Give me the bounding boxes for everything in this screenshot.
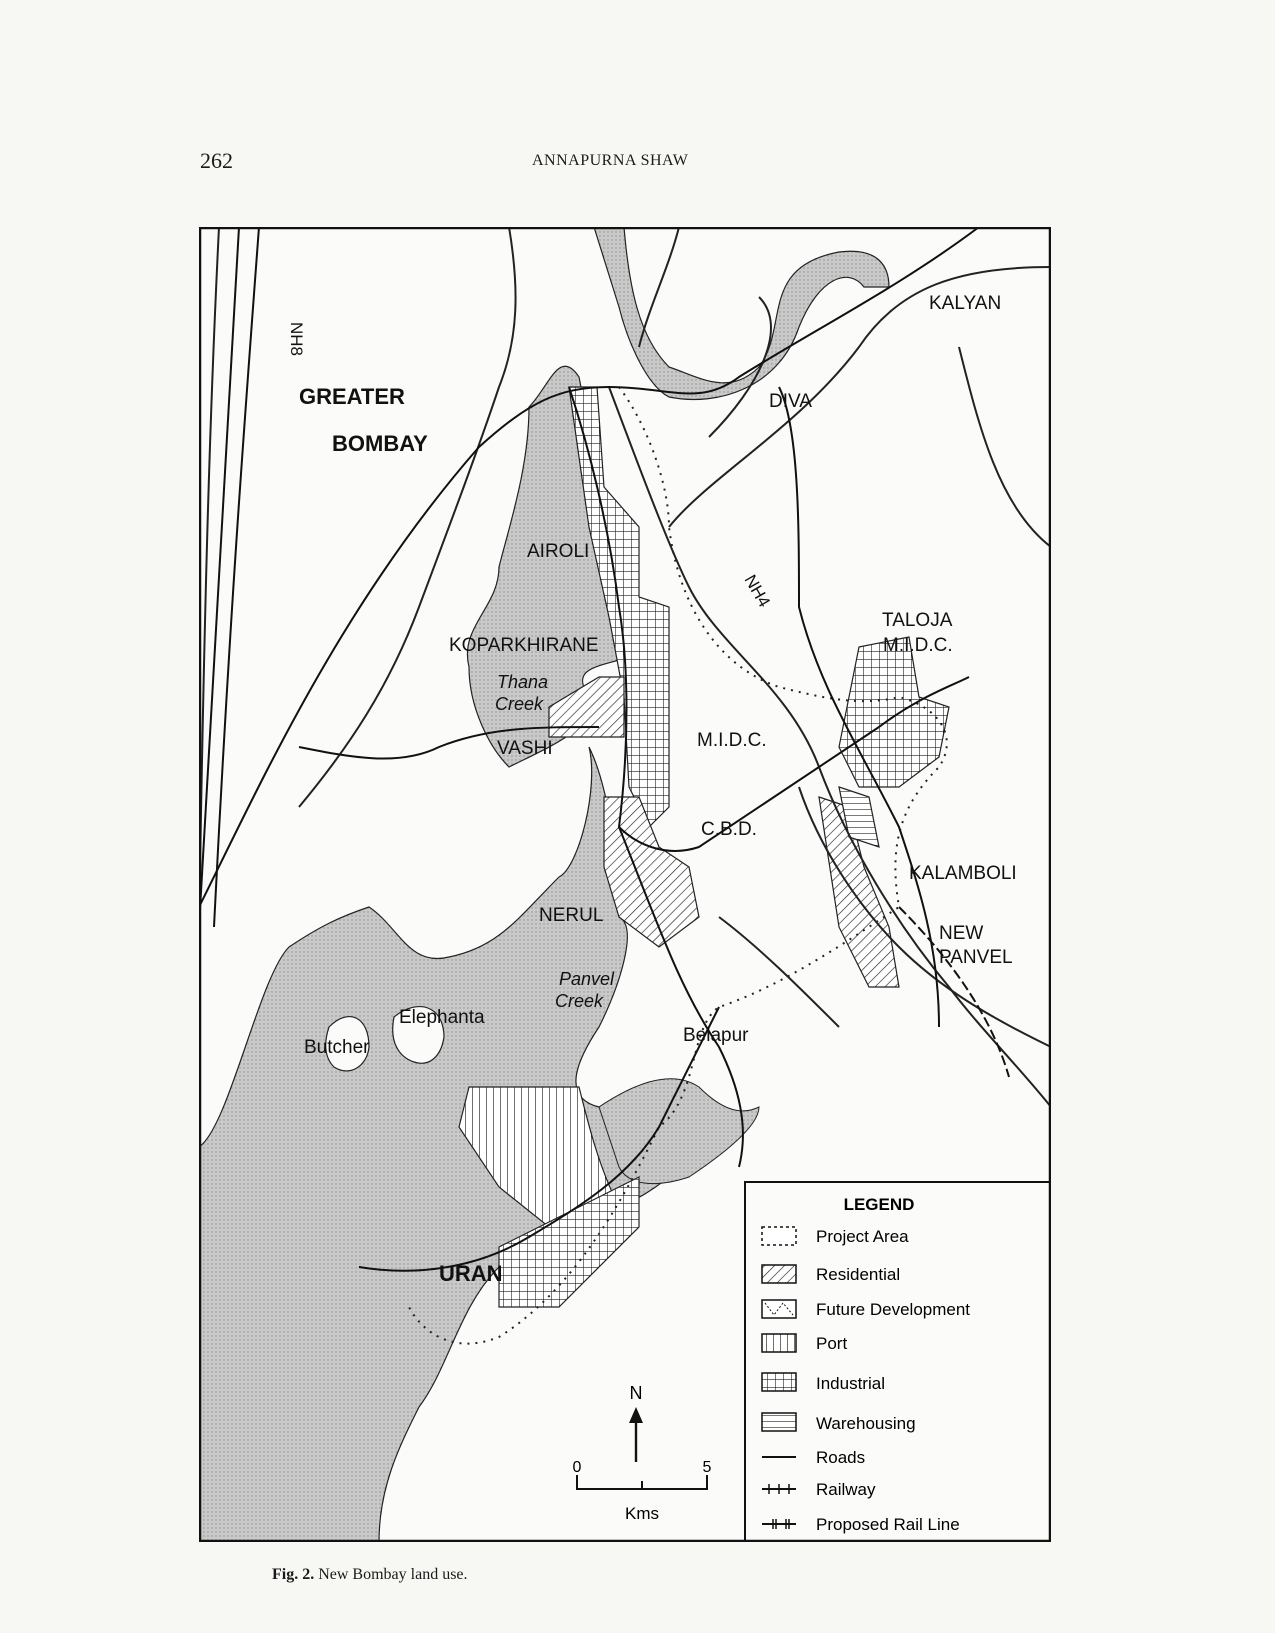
legend-title: LEGEND <box>843 1195 915 1214</box>
legend-swatch-port <box>762 1334 796 1352</box>
label-panvel-creek-1: Panvel <box>559 969 615 989</box>
scale-end: 5 <box>702 1459 712 1476</box>
legend-swatch-residential <box>762 1265 796 1283</box>
legend-railway: Railway <box>816 1480 876 1499</box>
caption-text: New Bombay land use. <box>318 1566 468 1583</box>
page-number: 262 <box>200 148 233 173</box>
label-airoli: AIROLI <box>527 541 590 562</box>
legend-warehousing: Warehousing <box>816 1414 916 1433</box>
scale-start: 0 <box>572 1459 582 1476</box>
label-nerul: NERUL <box>539 905 604 926</box>
label-panvel: PANVEL <box>939 947 1013 968</box>
north-label: N <box>629 1383 643 1403</box>
legend-future-development: Future Development <box>816 1300 971 1319</box>
land-use-map <box>199 227 1051 1542</box>
legend-proposed-rail-line: Proposed Rail Line <box>816 1515 960 1534</box>
label-bombay: BOMBAY <box>332 431 428 456</box>
legend-swatch-future-development <box>762 1300 796 1318</box>
legend-swatch-industrial <box>762 1373 796 1391</box>
label-taloja-midc: M.I.D.C. <box>883 635 953 656</box>
label-greater: GREATER <box>299 384 405 409</box>
label-thana-creek: Creek <box>495 694 544 714</box>
map-figure <box>199 227 1051 1542</box>
legend-industrial: Industrial <box>816 1374 885 1393</box>
legend-swatch-warehousing <box>762 1413 796 1431</box>
label-diva: DIVA <box>769 391 812 412</box>
running-head: ANNAPURNA SHAW <box>532 152 689 169</box>
label-vashi: VASHI <box>497 738 553 759</box>
label-panvel-creek-2: Creek <box>555 991 604 1011</box>
label-kalyan: KALYAN <box>929 293 1002 314</box>
label-midc: M.I.D.C. <box>697 730 767 751</box>
label-butcher: Butcher <box>304 1037 370 1058</box>
caption-label: Fig. 2. <box>272 1566 315 1583</box>
label-taloja: TALOJA <box>882 610 953 631</box>
legend-project-area: Project Area <box>816 1227 909 1246</box>
legend-residential: Residential <box>816 1265 901 1284</box>
scale-unit: Kms <box>625 1504 659 1523</box>
label-kalamboli: KALAMBOLI <box>909 863 1017 884</box>
label-koparkhirane: KOPARKHIRANE <box>449 635 599 656</box>
label-thana: Thana <box>497 672 549 692</box>
label-belapur: Belapur <box>683 1025 749 1046</box>
legend-roads: Roads <box>816 1448 866 1467</box>
label-elephanta: Elephanta <box>399 1007 485 1028</box>
label-nh8: NH8 <box>287 322 306 357</box>
label-cbd: C.B.D. <box>701 819 757 840</box>
label-nh4: NH4 <box>740 571 774 611</box>
label-new: NEW <box>939 923 984 944</box>
figure-caption <box>272 1566 468 1584</box>
legend <box>745 1182 1051 1542</box>
legend-swatch-project-area <box>762 1227 796 1245</box>
label-uran: URAN <box>439 1261 503 1286</box>
legend-port: Port <box>816 1334 848 1353</box>
